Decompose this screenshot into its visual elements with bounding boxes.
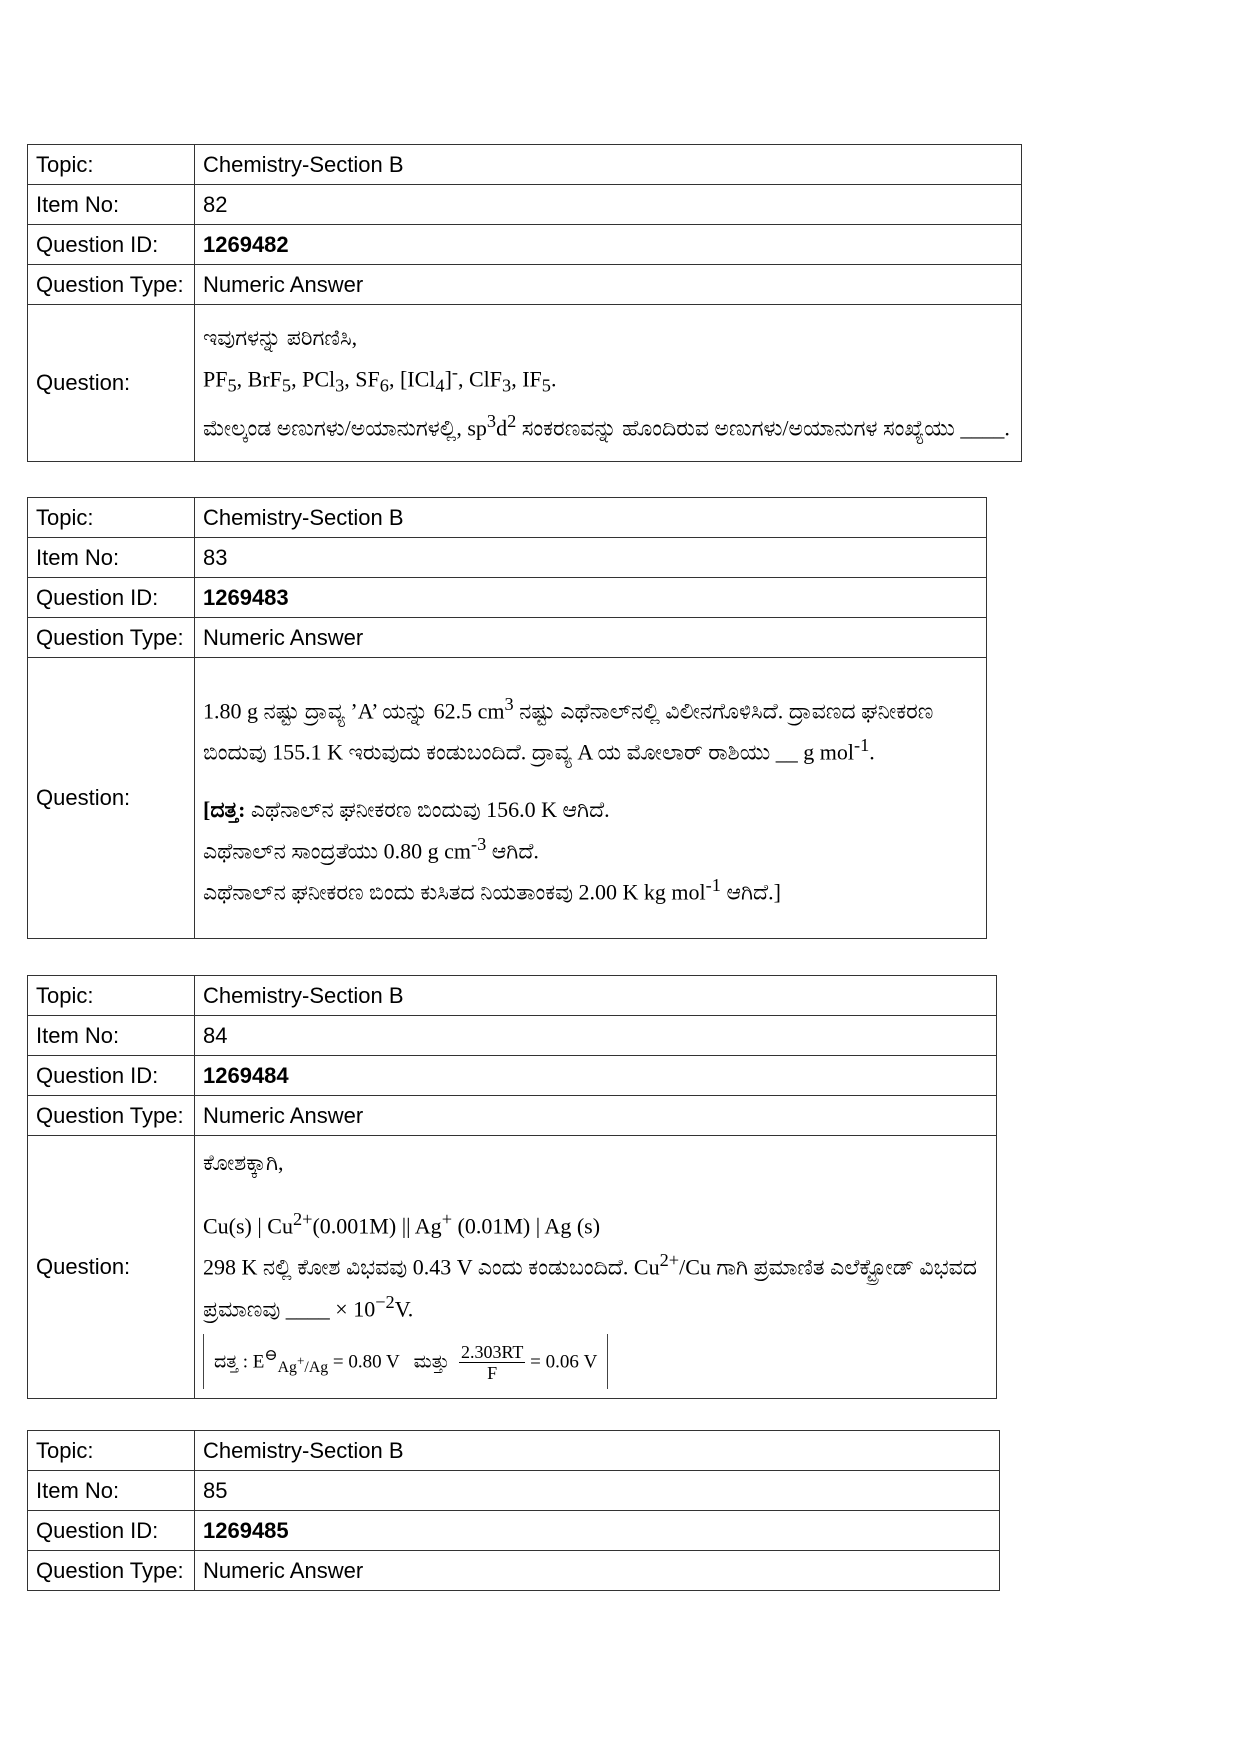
question-line: $PF_5$, BrF$_5$, PCl$_3$, $SF_6$, [ICl$_4$]-, ClF$_3$, $IF_5$. [203, 362, 557, 397]
question-type-label: Question Type: [28, 1551, 195, 1591]
topic-value: Chemistry-Section B [195, 1431, 1000, 1471]
question-table-84 [27, 975, 997, 1399]
topic-value: Chemistry-Section B [195, 976, 997, 1016]
question-type-value: Numeric Answer [195, 1096, 997, 1136]
question-label: Question: [28, 305, 195, 462]
question-line: ಇವುಗಳನ್ನು ಪರಿಗಣಿಸಿ, [203, 325, 358, 351]
item-no-label: Item No: [28, 185, 195, 225]
question-text [195, 305, 1022, 462]
item-no-value: 84 [195, 1016, 997, 1056]
fraction: $\frac{2.303RT}{F}$ [460, 1342, 524, 1384]
question-id-value: 1269483 [195, 578, 987, 618]
question-line: ಕೋಶಕ್ಕಾಗಿ, [203, 1149, 284, 1175]
item-no-value: 82 [195, 185, 1022, 225]
cell-notation: Cu(s) | $Cu^{2+}(0.001M)$ || Ag+ (0.01M) | Ag (s) [203, 1208, 601, 1239]
question-type-value: Numeric Answer [195, 1551, 1000, 1591]
given-line: [ದತ್ತ: ಎಥೆನಾಲ್‌ನ ಘನೀಕರಣ ಬಿಂದುವು 156.0 K ಆಗಿದೆ. [203, 796, 610, 822]
topic-label: Topic: [28, 976, 195, 1016]
question-type-value: Numeric Answer [195, 618, 987, 658]
question-id-label: Question ID: [28, 1056, 195, 1096]
item-no-value: 85 [195, 1471, 1000, 1511]
question-line: ಮೇಲ್ಕಂಡ ಅಣುಗಳು/ಅಯಾನುಗಳಲ್ಲಿ, $sp^3d^2$ ಸಂಕರಣವನ್ನು ಹೊಂದಿರುವ ಅಣುಗಳು/ಅಯಾನುಗಳ ಸಂಖ್ಯೆಯು ____. [203, 411, 1010, 441]
question-line: 298 K ನಲ್ಲಿ ಕೋಶ ವಿಭವವು 0.43 V ಎಂದು ಕಂಡುಬಂದಿದೆ. $Cu^{2+}/Cu$ ಗಾಗಿ ಪ್ರಮಾಣಿತ ಎಲೆಕ್ಟ್ರೋಡ್ ವಿಭವದ ಪ್ರಮಾಣವು ____ × $10^{-2}V$. [203, 1250, 977, 1321]
question-id-label: Question ID: [28, 578, 195, 618]
question-label: Question: [28, 658, 195, 939]
question-id-label: Question ID: [28, 1511, 195, 1551]
question-type-label: Question Type: [28, 618, 195, 658]
question-label: Question: [28, 1136, 195, 1399]
given-line: ಎಥೆನಾಲ್‌ನ ಸಾಂದ್ರತೆಯು 0.80 g $cm^{-3}$ ಆಗಿದೆ. [203, 833, 539, 863]
item-no-label: Item No: [28, 1471, 195, 1511]
item-no-label: Item No: [28, 538, 195, 578]
topic-value: Chemistry-Section B [195, 498, 987, 538]
question-paragraph: 1.80 g ನಷ್ಟು ದ್ರಾವ್ಯ ’A’ ಯನ್ನು 62.5 $cm^3$ ನಷ್ಟು ಎಥೆನಾಲ್‌ನಲ್ಲಿ ವಿಲೀನಗೊಳಿಸಿದೆ. ದ್ರಾವಣದ ಘನೀಕರಣ ಬಿಂದುವು 155.1 K ಇರುವುದು ಕಂಡುಬಂದಿದೆ. ದ್ರಾವ್ಯ A ಯ ಮೋಲಾರ್ ರಾಶಿಯು __ g mol$^{-1}$. [203, 693, 934, 765]
given-box: ದತ್ತ : $E^⊖_{Ag^+/Ag} = 0.80$ V ಮತ್ತು $\frac{2.303RT}{F}$ = 0.06 V [203, 1334, 608, 1389]
question-type-value: Numeric Answer [195, 265, 1022, 305]
topic-label: Topic: [28, 1431, 195, 1471]
question-text [195, 1136, 997, 1399]
topic-value: Chemistry-Section B [195, 145, 1022, 185]
question-id-value: 1269485 [195, 1511, 1000, 1551]
question-type-label: Question Type: [28, 265, 195, 305]
given-line: ಎಥೆನಾಲ್‌ನ ಘನೀಕರಣ ಬಿಂದು ಕುಸಿತದ ನಿಯತಾಂಕವು 2.00 K kg mol$^{-1}$ ಆಗಿದೆ.] [203, 874, 781, 905]
question-id-value: 1269482 [195, 225, 1022, 265]
question-id-value: 1269484 [195, 1056, 997, 1096]
topic-label: Topic: [28, 145, 195, 185]
item-no-value: 83 [195, 538, 987, 578]
question-table-83 [27, 497, 987, 939]
question-type-label: Question Type: [28, 1096, 195, 1136]
item-no-label: Item No: [28, 1016, 195, 1056]
topic-label: Topic: [28, 498, 195, 538]
question-id-label: Question ID: [28, 225, 195, 265]
question-text [195, 658, 987, 939]
question-table-85 [27, 1430, 1000, 1591]
question-table-82 [27, 144, 1022, 462]
